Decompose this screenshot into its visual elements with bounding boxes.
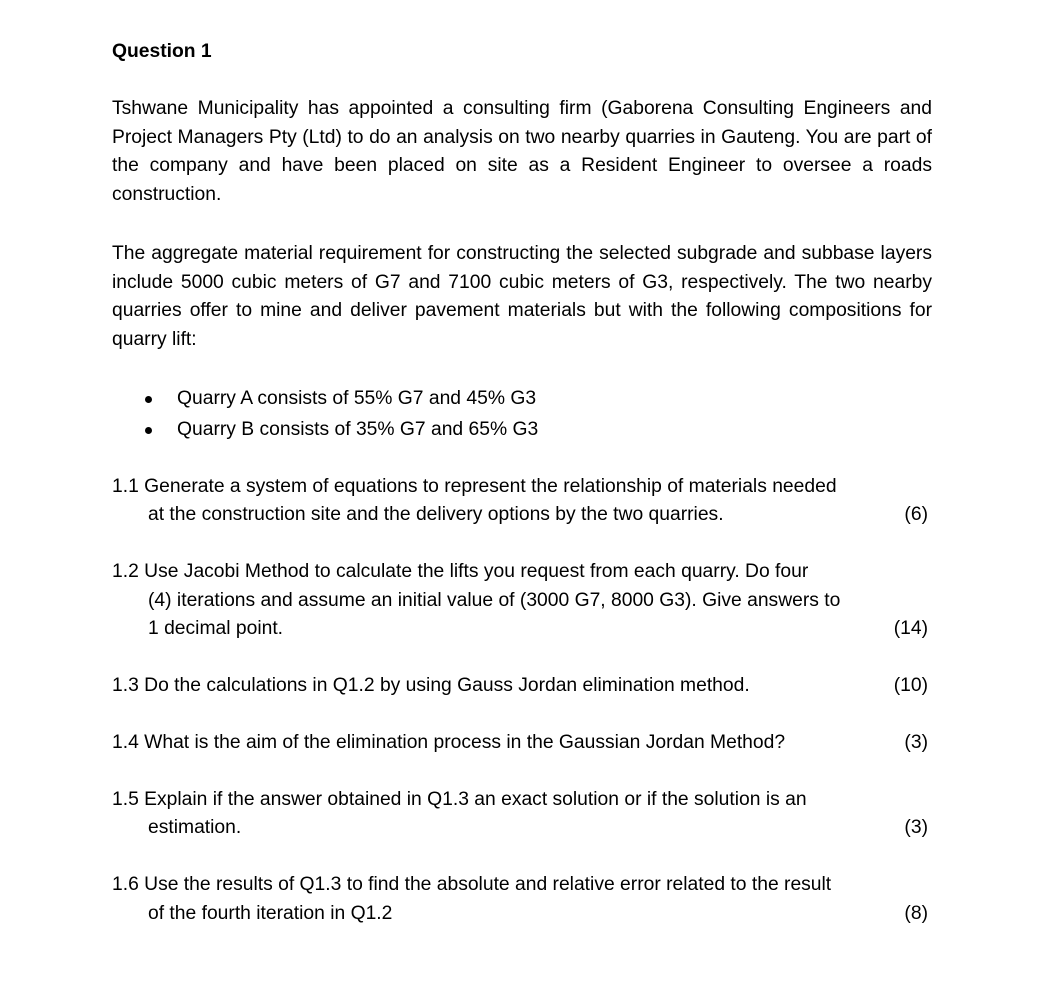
question-1-4-marks: (3) <box>904 731 928 753</box>
question-1-2-line-3 <box>112 615 932 644</box>
quarry-list <box>112 385 932 447</box>
question-1-4-line-1 <box>112 729 932 758</box>
question-1-3-line-1 <box>112 672 932 701</box>
question-1-5-line-2-text: estimation. <box>148 817 242 839</box>
question-1-1-marks: (6) <box>904 504 928 526</box>
question-1-1-line-1: 1.1 Generate a system of equations to represent the relationship of materials needed <box>112 475 837 497</box>
question-1-2-line-1: 1.2 Use Jacobi Method to calculate the lifts you request from each quarry. Do four <box>112 561 809 583</box>
question-1-3-marks: (10) <box>893 675 928 697</box>
question-1-6 <box>112 871 932 928</box>
question-1-1-line-2-text: at the construction site and the delivery options by the two quarries. <box>148 504 724 526</box>
question-1-5 <box>112 786 932 843</box>
question-1-5-line-2 <box>112 814 932 843</box>
question-1-4-text: 1.4 What is the aim of the elimination process in the Gaussian Jordan Method? <box>112 731 786 753</box>
question-1-3-text: 1.3 Do the calculations in Q1.2 by using Gauss Jordan elimination method. <box>112 675 750 697</box>
question-1-2-line-2: (4) iterations and assume an initial value of (3000 G7, 8000 G3). Give answers to <box>148 589 841 611</box>
question-heading: Question 1 <box>112 41 212 62</box>
intro-paragraph: Tshwane Municipality has appointed a consulting firm (Gaborena Consulting Engineers and Project Managers Pty (Ltd) to do an analysis on two nearby quarries in Gauteng. You are part of the company and have been placed on site as a Resident Engineer to oversee a roads construction. <box>112 98 932 206</box>
question-1-6-line-2 <box>112 900 932 929</box>
bullet-icon <box>145 396 152 403</box>
quarry-a-text: Quarry A consists of 55% G7 and 45% G3 <box>177 387 537 409</box>
question-1-2 <box>112 558 932 644</box>
bullet-icon <box>145 427 152 434</box>
requirements-paragraph: The aggregate material requirement for constructing the selected subgrade and subbase layers include 5000 cubic meters of G7 and 7100 cubic meters of G3, respectively. The two nearby quarries offer to mine and deliver pavement materials but with the following compositions for quarry lift: <box>112 242 932 350</box>
question-1-6-marks: (8) <box>904 902 928 924</box>
question-1-4 <box>112 729 932 758</box>
question-1-3 <box>112 672 932 701</box>
question-document <box>112 38 932 928</box>
question-1-6-line-1: 1.6 Use the results of Q1.3 to find the absolute and relative error related to the result <box>112 873 832 895</box>
question-1-1-line-2 <box>112 501 932 530</box>
question-1-5-line-1: 1.5 Explain if the answer obtained in Q1.3 an exact solution or if the solution is an <box>112 788 807 810</box>
question-1-2-marks: (14) <box>893 618 928 640</box>
list-item <box>112 416 932 447</box>
question-1-2-line-3-text: 1 decimal point. <box>148 618 284 640</box>
question-1-6-line-2-text: of the fourth iteration in Q1.2 <box>148 902 393 924</box>
quarry-b-text: Quarry B consists of 35% G7 and 65% G3 <box>177 418 539 440</box>
question-1-1 <box>112 473 932 530</box>
list-item <box>112 385 932 416</box>
question-1-5-marks: (3) <box>904 817 928 839</box>
